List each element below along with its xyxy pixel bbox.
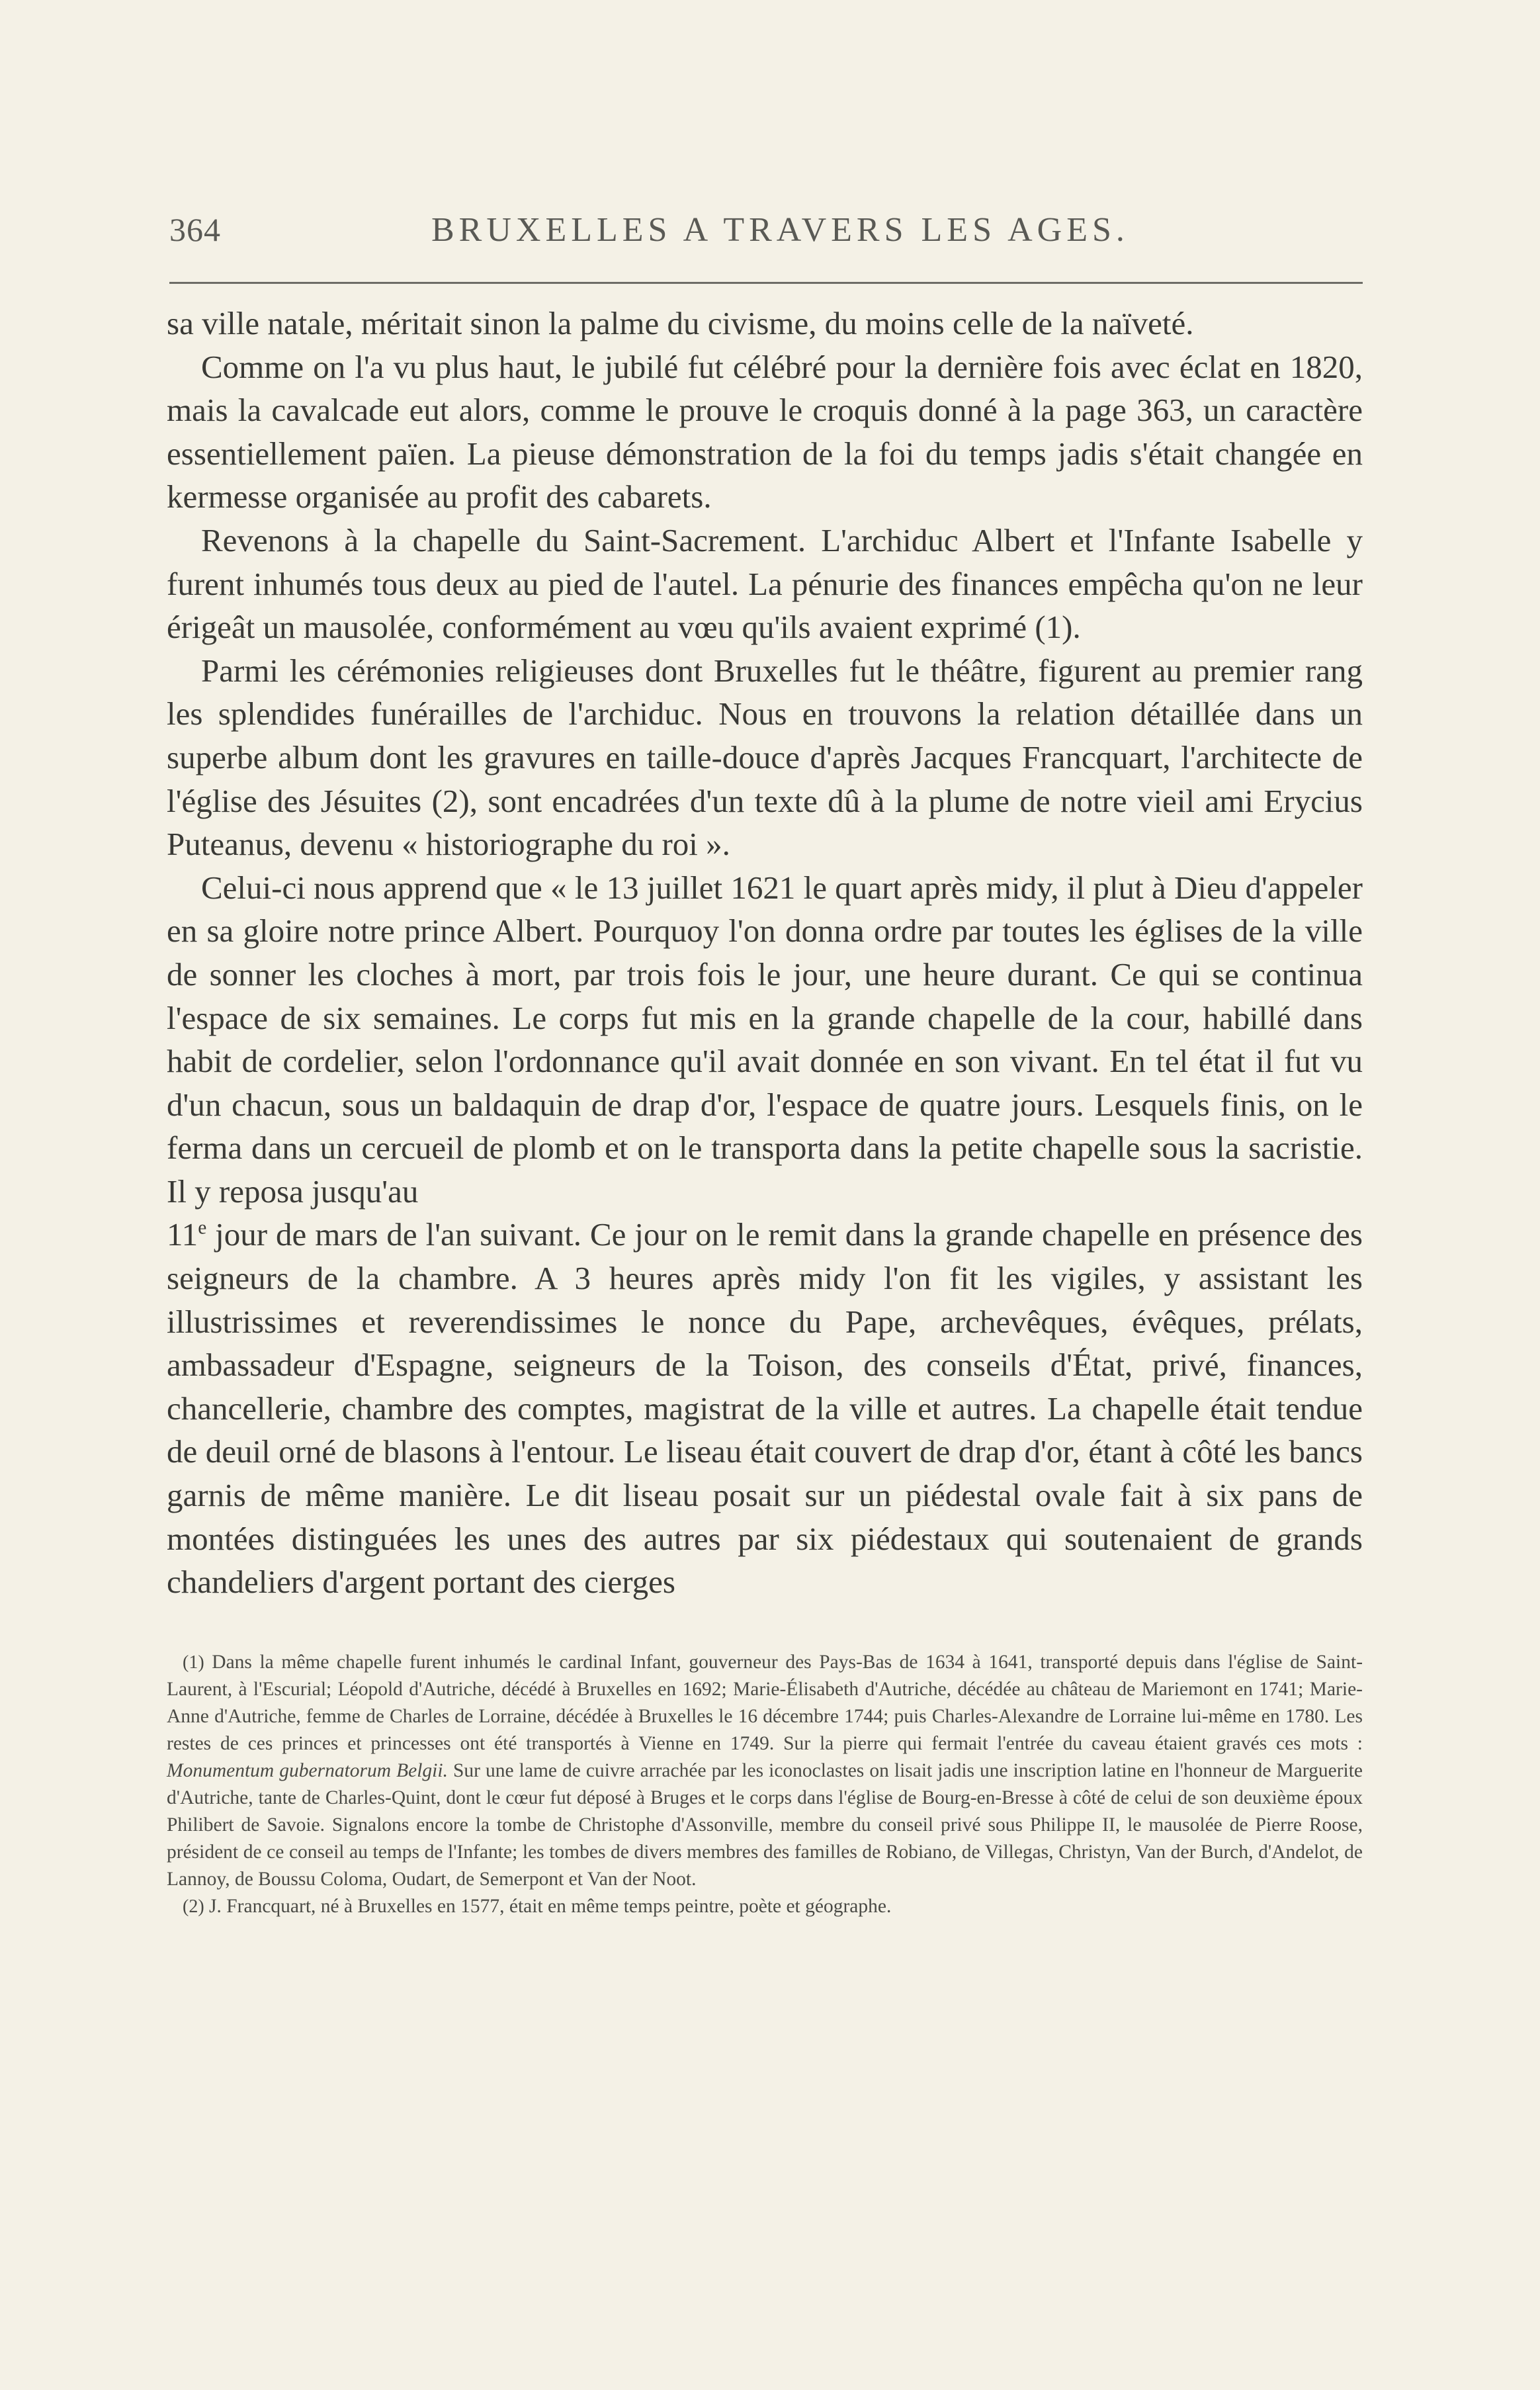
paragraph-5-continued	[167, 1213, 1363, 1603]
day-number: 11	[167, 1216, 198, 1253]
page-number: 364	[169, 211, 221, 248]
footnote-2-text: J. Francquart, né à Bruxelles en 1577, était en même temps peintre, poète et géographe.	[209, 1896, 892, 1917]
footnote-1-text-2: Sur une lame de cuivre arrachée par les iconoclastes on lisait jadis une inscription latine en l'honneur de Marguerite d'Autriche, tante de Charles-Quint, dont le cœur fut déposé à Bruges et le corps dans l'église de Bourg-en-Bresse à côté de celui de son deuxième époux Philibert de Savoie. Signalons encore la tombe de Christophe d'Assonville, membre du conseil privé sous Philippe II, le mausolée de Pierre Roose, président de ce conseil au temps de l'Infante; les tombes de divers membres des familles de Robiano, de Villegas, Christyn, Van der Burch, d'Andelot, de Lannoy, de Boussu Coloma, Oudart, de Semerpont et Van der Noot.	[167, 1760, 1363, 1890]
footnote-1-latin: Monumentum gubernatorum Belgii.	[167, 1760, 448, 1781]
running-title: BRUXELLES A TRAVERS LES AGES.	[431, 211, 1129, 249]
footnote-1-text: Dans la même chapelle furent inhumés le cardinal Infant, gouverneur des Pays-Bas de 1634 à 1641, transporté depuis dans l'église de Saint-Laurent, à l'Escurial; Léopold d'Autriche, décédé à Bruxelles en 1692; Marie-Élisabeth d'Autriche, décédée au château de Mariemont en 1741; Marie-Anne d'Autriche, femme de Charles de Lorraine, décédée à Bruxelles le 16 décembre 1744; puis Charles-Alexandre de Lorraine lui-même en 1780. Les restes de ces princes et princesses ont été transportés à Vienne en 1749. Sur la pierre qui fermait l'entrée du caveau étaient gravés ces mots :	[167, 1652, 1363, 1754]
paragraph-5: Celui-ci nous apprend que « le 13 juillet 1621 le quart après midy, il plut à Dieu d'appeler en sa gloire notre prince Albert. Pourquoy l'on donna ordre par toutes les églises de la ville de sonner les cloches à mort, par trois fois le jour, une heure durant. Ce qui se continua l'espace de six semaines. Le corps fut mis en la grande chapelle de la cour, habillé dans habit de cordelier, selon l'ordonnance qu'il avait donnée en son vivant. En tel état il fut vu d'un chacun, sous un baldaquin de drap d'or, l'espace de quatre jours. Lesquels finis, on le ferma dans un cercueil de plomb et on le transporta dans la petite chapelle sous la sacristie. Il y reposa jusqu'au	[167, 869, 1363, 1210]
footnote-1	[167, 1649, 1363, 1893]
paragraph-5-continuation: jour de mars de l'an suivant. Ce jour on le remit dans la grande chapelle en présence des seigneurs de la chambre. A 3 heures après midy l'on fit les vigiles, y assistant les illustrissimes et reverendissimes le nonce du Pape, archevêques, évêques, prélats, ambassadeur d'Espagne, seigneurs de la Toison, des conseils d'État, privé, finances, chancellerie, chambre des comptes, magistrat de la ville et autres. La chapelle était tendue de deuil orné de blasons à l'entour. Le liseau était couvert de drap d'or, étant à côté les bancs garnis de même manière. Le dit liseau posait sur un piédestal ovale fait à six pans de montées distinguées les unes des autres par six piédestaux qui soutenaient de grands chandeliers d'argent portant des cierges	[167, 1216, 1363, 1601]
paragraph-1: sa ville natale, méritait sinon la palme du civisme, du moins celle de la naïveté.	[167, 305, 1194, 341]
footnote-2-mark: (2)	[183, 1896, 204, 1917]
paragraph-3: Revenons à la chapelle du Saint-Sacrement. L'archiduc Albert et l'Infante Isabelle y furent inhumés tous deux au pied de l'autel. La pénurie des finances empêcha qu'on ne leur érigeât un mausolée, conformément au vœu qu'ils avaient exprimé (1).	[167, 521, 1363, 646]
footnote-2	[167, 1893, 1363, 1920]
footnotes	[167, 1649, 1363, 1920]
paragraph-4: Parmi les cérémonies religieuses dont Bruxelles fut le théâtre, figurent au premier rang les splendides funérailles de l'archiduc. Nous en trouvons la relation détaillée dans un superbe album dont les gravures en taille-douce d'après Jacques Francquart, l'architecte de l'église des Jésuites (2), sont encadrées d'un texte dû à la plume de notre vieil ami Erycius Puteanus, devenu « historiographe du roi ».	[167, 652, 1363, 863]
header-rule	[169, 282, 1363, 284]
body-text	[167, 302, 1363, 1604]
day-suffix: e	[198, 1217, 207, 1239]
footnote-1-mark: (1)	[183, 1652, 204, 1673]
paragraph-2: Comme on l'a vu plus haut, le jubilé fut célébré pour la dernière fois avec éclat en 1820, mais la cavalcade eut alors, comme le prouve le croquis donné à la page 363, un caractère essentiellement païen. La pieuse démonstration de la foi du temps jadis s'était changée en kermesse organisée au profit des cabarets.	[167, 348, 1363, 515]
